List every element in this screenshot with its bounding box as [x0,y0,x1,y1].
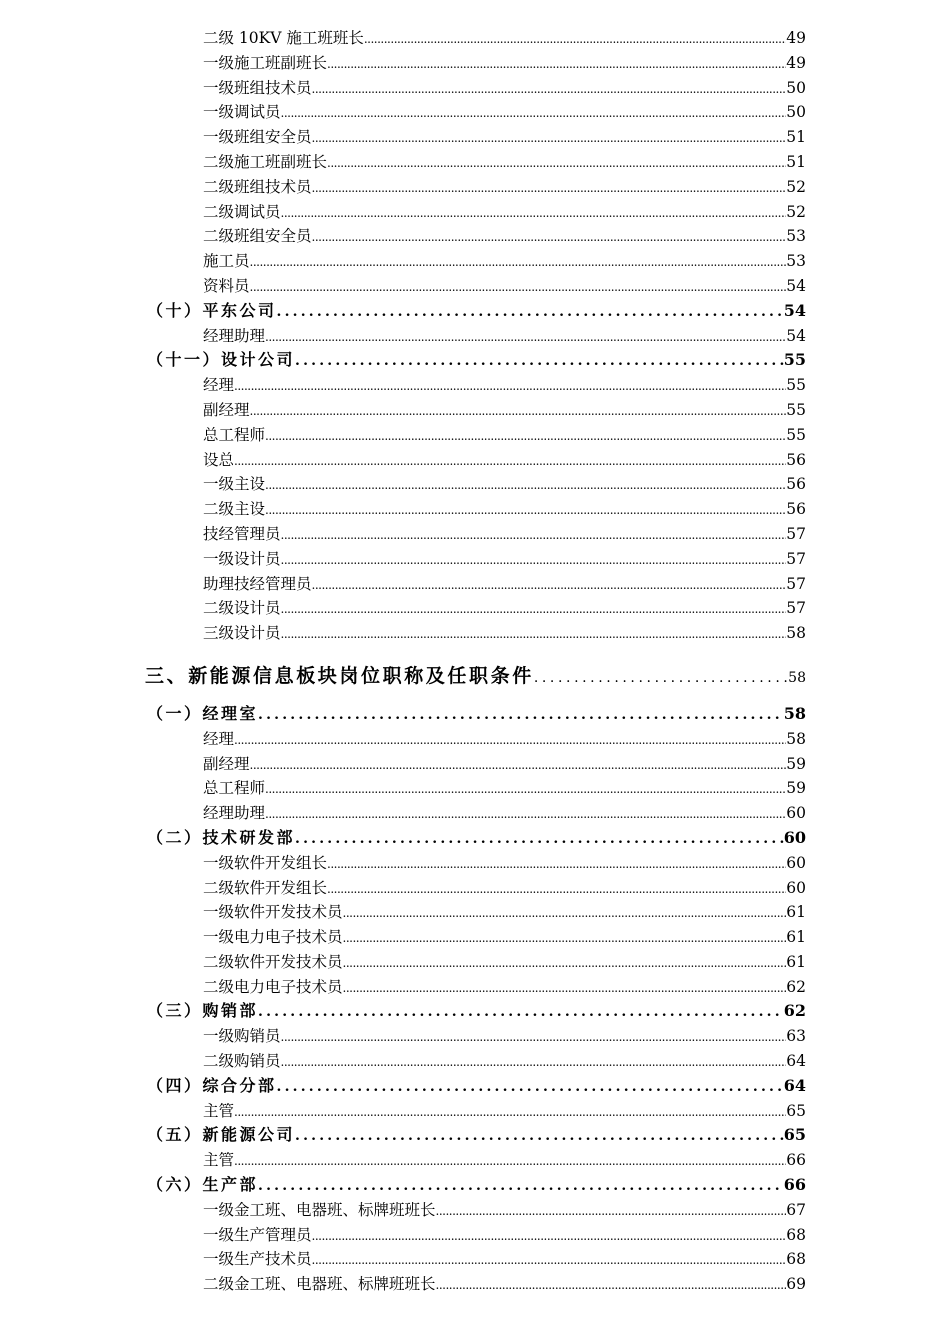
table-of-contents [0,26,950,1297]
toc-entry[interactable] [0,522,806,547]
toc-entry-label: （一）经理室 [147,703,259,723]
dot-leader [436,1198,787,1224]
toc-entry[interactable] [0,1272,806,1297]
dot-leader [343,950,787,976]
toc-page-number: 61 [786,928,806,947]
toc-page-number: 54 [786,276,806,295]
dot-leader [281,200,787,226]
toc-page-number: 50 [786,78,806,97]
toc-page-number: 65 [783,1125,806,1145]
toc-entry-label: 二级电力电子技术员 [203,977,343,996]
toc-entry-label: 技经管理员 [203,524,281,543]
dot-leader [265,324,786,350]
toc-entry-label: （十）平东公司 [147,300,277,320]
toc-page-number: 53 [786,252,806,271]
dot-leader [343,900,787,926]
toc-chapter-heading[interactable] [0,652,806,700]
dot-leader [327,150,786,176]
toc-page-number: 68 [786,1250,806,1269]
toc-page-number: 49 [786,53,806,72]
toc-entry[interactable] [0,876,806,901]
dot-leader [265,801,786,827]
toc-entry-label: 副经理 [203,754,250,773]
toc-page-number: 57 [786,599,806,618]
dot-leader [281,522,787,548]
dot-leader [281,100,787,126]
dot-leader [327,851,786,877]
toc-page-number: 69 [786,1275,806,1294]
dot-leader [312,572,787,598]
toc-section-heading[interactable] [0,1074,806,1099]
toc-entry[interactable] [0,76,806,101]
toc-page-number: 50 [786,103,806,122]
dot-leader [250,249,787,275]
dot-leader [312,1223,787,1249]
toc-entry-label: 二级班组安全员 [203,227,312,246]
toc-entry[interactable] [0,150,806,175]
toc-page-number: 60 [786,853,806,872]
toc-entry-label: 经理 [203,376,235,395]
toc-entry-label: 一级金工班、电器班、标牌班班长 [203,1200,436,1219]
toc-page-number: 66 [783,1175,806,1195]
dot-leader [281,621,787,647]
toc-entry-label: 设总 [203,450,235,469]
toc-page-number: 60 [786,878,806,897]
dot-leader [250,398,787,424]
toc-page-number: 51 [786,128,806,147]
toc-page-number: 54 [786,326,806,345]
toc-page-number: 58 [783,703,806,723]
toc-entry[interactable] [0,1247,806,1272]
toc-entry[interactable] [0,776,806,801]
toc-entry[interactable] [0,950,806,975]
toc-page-number: 62 [783,1001,806,1021]
toc-entry[interactable] [0,324,806,349]
toc-entry-label: 一级电力电子技术员 [203,928,343,947]
toc-entry-label: 施工员 [203,252,250,271]
dot-leader [250,752,787,778]
toc-page-number: 51 [786,152,806,171]
toc-entry[interactable] [0,1049,806,1074]
dot-leader [343,925,787,951]
toc-entry-label: 二级主设 [203,500,266,519]
toc-page-number: 55 [783,350,806,370]
dot-leader [312,125,787,151]
dot-leader [265,776,786,802]
toc-page-number: 57 [786,549,806,568]
toc-page-number: 58 [788,669,806,686]
toc-entry[interactable] [0,1024,806,1049]
toc-page-number: 61 [786,952,806,971]
toc-entry-label: 二级 10KV 施工班班长 [203,29,364,47]
toc-page-number: 53 [786,227,806,246]
toc-page-number: 52 [786,177,806,196]
dot-leader [281,1024,787,1050]
toc-entry-label: 二级购销员 [203,1052,281,1071]
dot-leader [250,274,787,300]
toc-entry-label: 三、新能源信息板块岗位职称及任职条件 [145,664,534,687]
toc-page-number: 55 [786,425,806,444]
toc-page-number: 64 [783,1075,806,1095]
toc-entry[interactable] [0,398,806,423]
toc-entry-label: 经理助理 [203,326,266,345]
dot-leader [364,26,786,52]
toc-entry-label: （十一）设计公司 [147,350,296,370]
toc-entry-label: 二级软件开发组长 [203,878,328,897]
toc-page-number: 60 [783,827,806,847]
toc-entry[interactable] [0,547,806,572]
toc-entry[interactable] [0,900,806,925]
toc-page-number: 49 [786,29,806,47]
toc-page-number: 57 [786,574,806,593]
toc-section-heading[interactable] [0,999,806,1024]
dot-leader [327,876,786,902]
toc-entry[interactable] [0,423,806,448]
dot-leader [295,826,784,852]
toc-entry[interactable] [0,51,806,76]
dot-leader [277,299,784,325]
dot-leader [265,497,786,523]
toc-entry-label: 三级设计员 [203,624,281,643]
dot-leader [343,975,787,1001]
toc-entry[interactable] [0,200,806,225]
toc-entry[interactable] [0,472,806,497]
toc-page-number: 55 [786,376,806,395]
dot-leader [265,423,786,449]
dot-leader [534,652,788,702]
toc-section-heading[interactable] [0,1173,806,1198]
dot-leader [258,702,784,728]
toc-entry[interactable] [0,596,806,621]
dot-leader [281,1049,787,1075]
toc-entry-label: 一级施工班副班长 [203,53,328,72]
toc-entry[interactable] [0,801,806,826]
toc-page-number: 56 [786,475,806,494]
toc-entry[interactable] [0,572,806,597]
toc-entry[interactable] [0,1148,806,1173]
toc-page-number: 56 [786,500,806,519]
toc-entry[interactable] [0,274,806,299]
toc-entry-label: 一级生产技术员 [203,1250,312,1269]
toc-entry[interactable] [0,26,806,51]
toc-entry-label: 一级软件开发组长 [203,853,328,872]
toc-entry[interactable] [0,925,806,950]
toc-entry[interactable] [0,1198,806,1223]
toc-page-number: 59 [786,779,806,798]
toc-page-number: 60 [786,804,806,823]
toc-entry[interactable] [0,373,806,398]
toc-page-number: 66 [786,1151,806,1170]
toc-entry-label: 二级调试员 [203,202,281,221]
toc-entry[interactable] [0,727,806,752]
toc-entry[interactable] [0,249,806,274]
toc-entry-label: 一级主设 [203,475,266,494]
dot-leader [277,1074,784,1100]
toc-page-number: 54 [783,300,806,320]
toc-entry-label: 二级班组技术员 [203,177,312,196]
dot-leader [327,51,786,77]
toc-page-number: 62 [786,977,806,996]
toc-entry-label: 总工程师 [203,779,266,798]
toc-entry[interactable] [0,1223,806,1248]
toc-entry-label: 经理助理 [203,804,266,823]
toc-page-number: 68 [786,1225,806,1244]
toc-page-number: 65 [786,1101,806,1120]
dot-leader [258,1173,784,1199]
toc-page-number: 52 [786,202,806,221]
toc-entry-label: （三）购销部 [147,1001,259,1021]
dot-leader [312,224,787,250]
toc-entry-label: 一级班组安全员 [203,128,312,147]
toc-entry-label: 二级施工班副班长 [203,152,328,171]
toc-entry-label: 一级设计员 [203,549,281,568]
toc-entry-label: 总工程师 [203,425,266,444]
dot-leader [312,76,787,102]
dot-leader [281,596,787,622]
toc-page-number: 63 [786,1027,806,1046]
dot-leader [234,1099,786,1125]
toc-entry[interactable] [0,497,806,522]
dot-leader [312,175,787,201]
toc-entry-label: （五）新能源公司 [147,1125,296,1145]
dot-leader [312,1247,787,1273]
toc-page-number: 55 [786,400,806,419]
toc-entry[interactable] [0,100,806,125]
toc-entry[interactable] [0,125,806,150]
toc-page-number: 58 [786,624,806,643]
toc-entry-label: （四）综合分部 [147,1075,277,1095]
toc-page-number: 59 [786,754,806,773]
toc-page-number: 64 [786,1052,806,1071]
toc-page-number: 58 [786,729,806,748]
dot-leader [295,348,784,374]
toc-entry-label: 二级金工班、电器班、标牌班班长 [203,1275,436,1294]
toc-page-number: 56 [786,450,806,469]
toc-entry-label: 主管 [203,1101,235,1120]
toc-entry[interactable] [0,975,806,1000]
dot-leader [436,1272,787,1298]
toc-section-heading[interactable] [0,702,806,727]
toc-entry[interactable] [0,851,806,876]
dot-leader [295,1123,784,1149]
toc-entry-label: 经理 [203,729,235,748]
toc-entry-label: 一级软件开发技术员 [203,903,343,922]
toc-entry[interactable] [0,621,806,646]
toc-entry[interactable] [0,175,806,200]
toc-page-number: 57 [786,524,806,543]
toc-entry[interactable] [0,752,806,777]
toc-entry-label: 一级班组技术员 [203,78,312,97]
toc-section-heading[interactable] [0,299,806,324]
toc-page-number: 67 [786,1200,806,1219]
toc-entry-label: 助理技经管理员 [203,574,312,593]
toc-entry-label: 资料员 [203,276,250,295]
toc-entry-label: 副经理 [203,400,250,419]
dot-leader [234,1148,786,1174]
toc-entry-label: 一级生产管理员 [203,1225,312,1244]
dot-leader [234,373,786,399]
toc-section-heading[interactable] [0,1123,806,1148]
toc-entry-label: 二级软件开发技术员 [203,952,343,971]
toc-entry-label: 一级调试员 [203,103,281,122]
toc-section-heading[interactable] [0,826,806,851]
toc-entry-label: 二级设计员 [203,599,281,618]
toc-page-number: 61 [786,903,806,922]
toc-section-heading[interactable] [0,348,806,373]
toc-entry[interactable] [0,448,806,473]
toc-entry-label: 一级购销员 [203,1027,281,1046]
dot-leader [265,472,786,498]
toc-entry-label: （六）生产部 [147,1175,259,1195]
toc-entry[interactable] [0,224,806,249]
dot-leader [234,727,786,753]
dot-leader [258,999,784,1025]
toc-entry[interactable] [0,1099,806,1124]
toc-entry-label: （二）技术研发部 [147,827,296,847]
toc-entry-label: 主管 [203,1151,235,1170]
dot-leader [234,448,786,474]
dot-leader [281,547,787,573]
